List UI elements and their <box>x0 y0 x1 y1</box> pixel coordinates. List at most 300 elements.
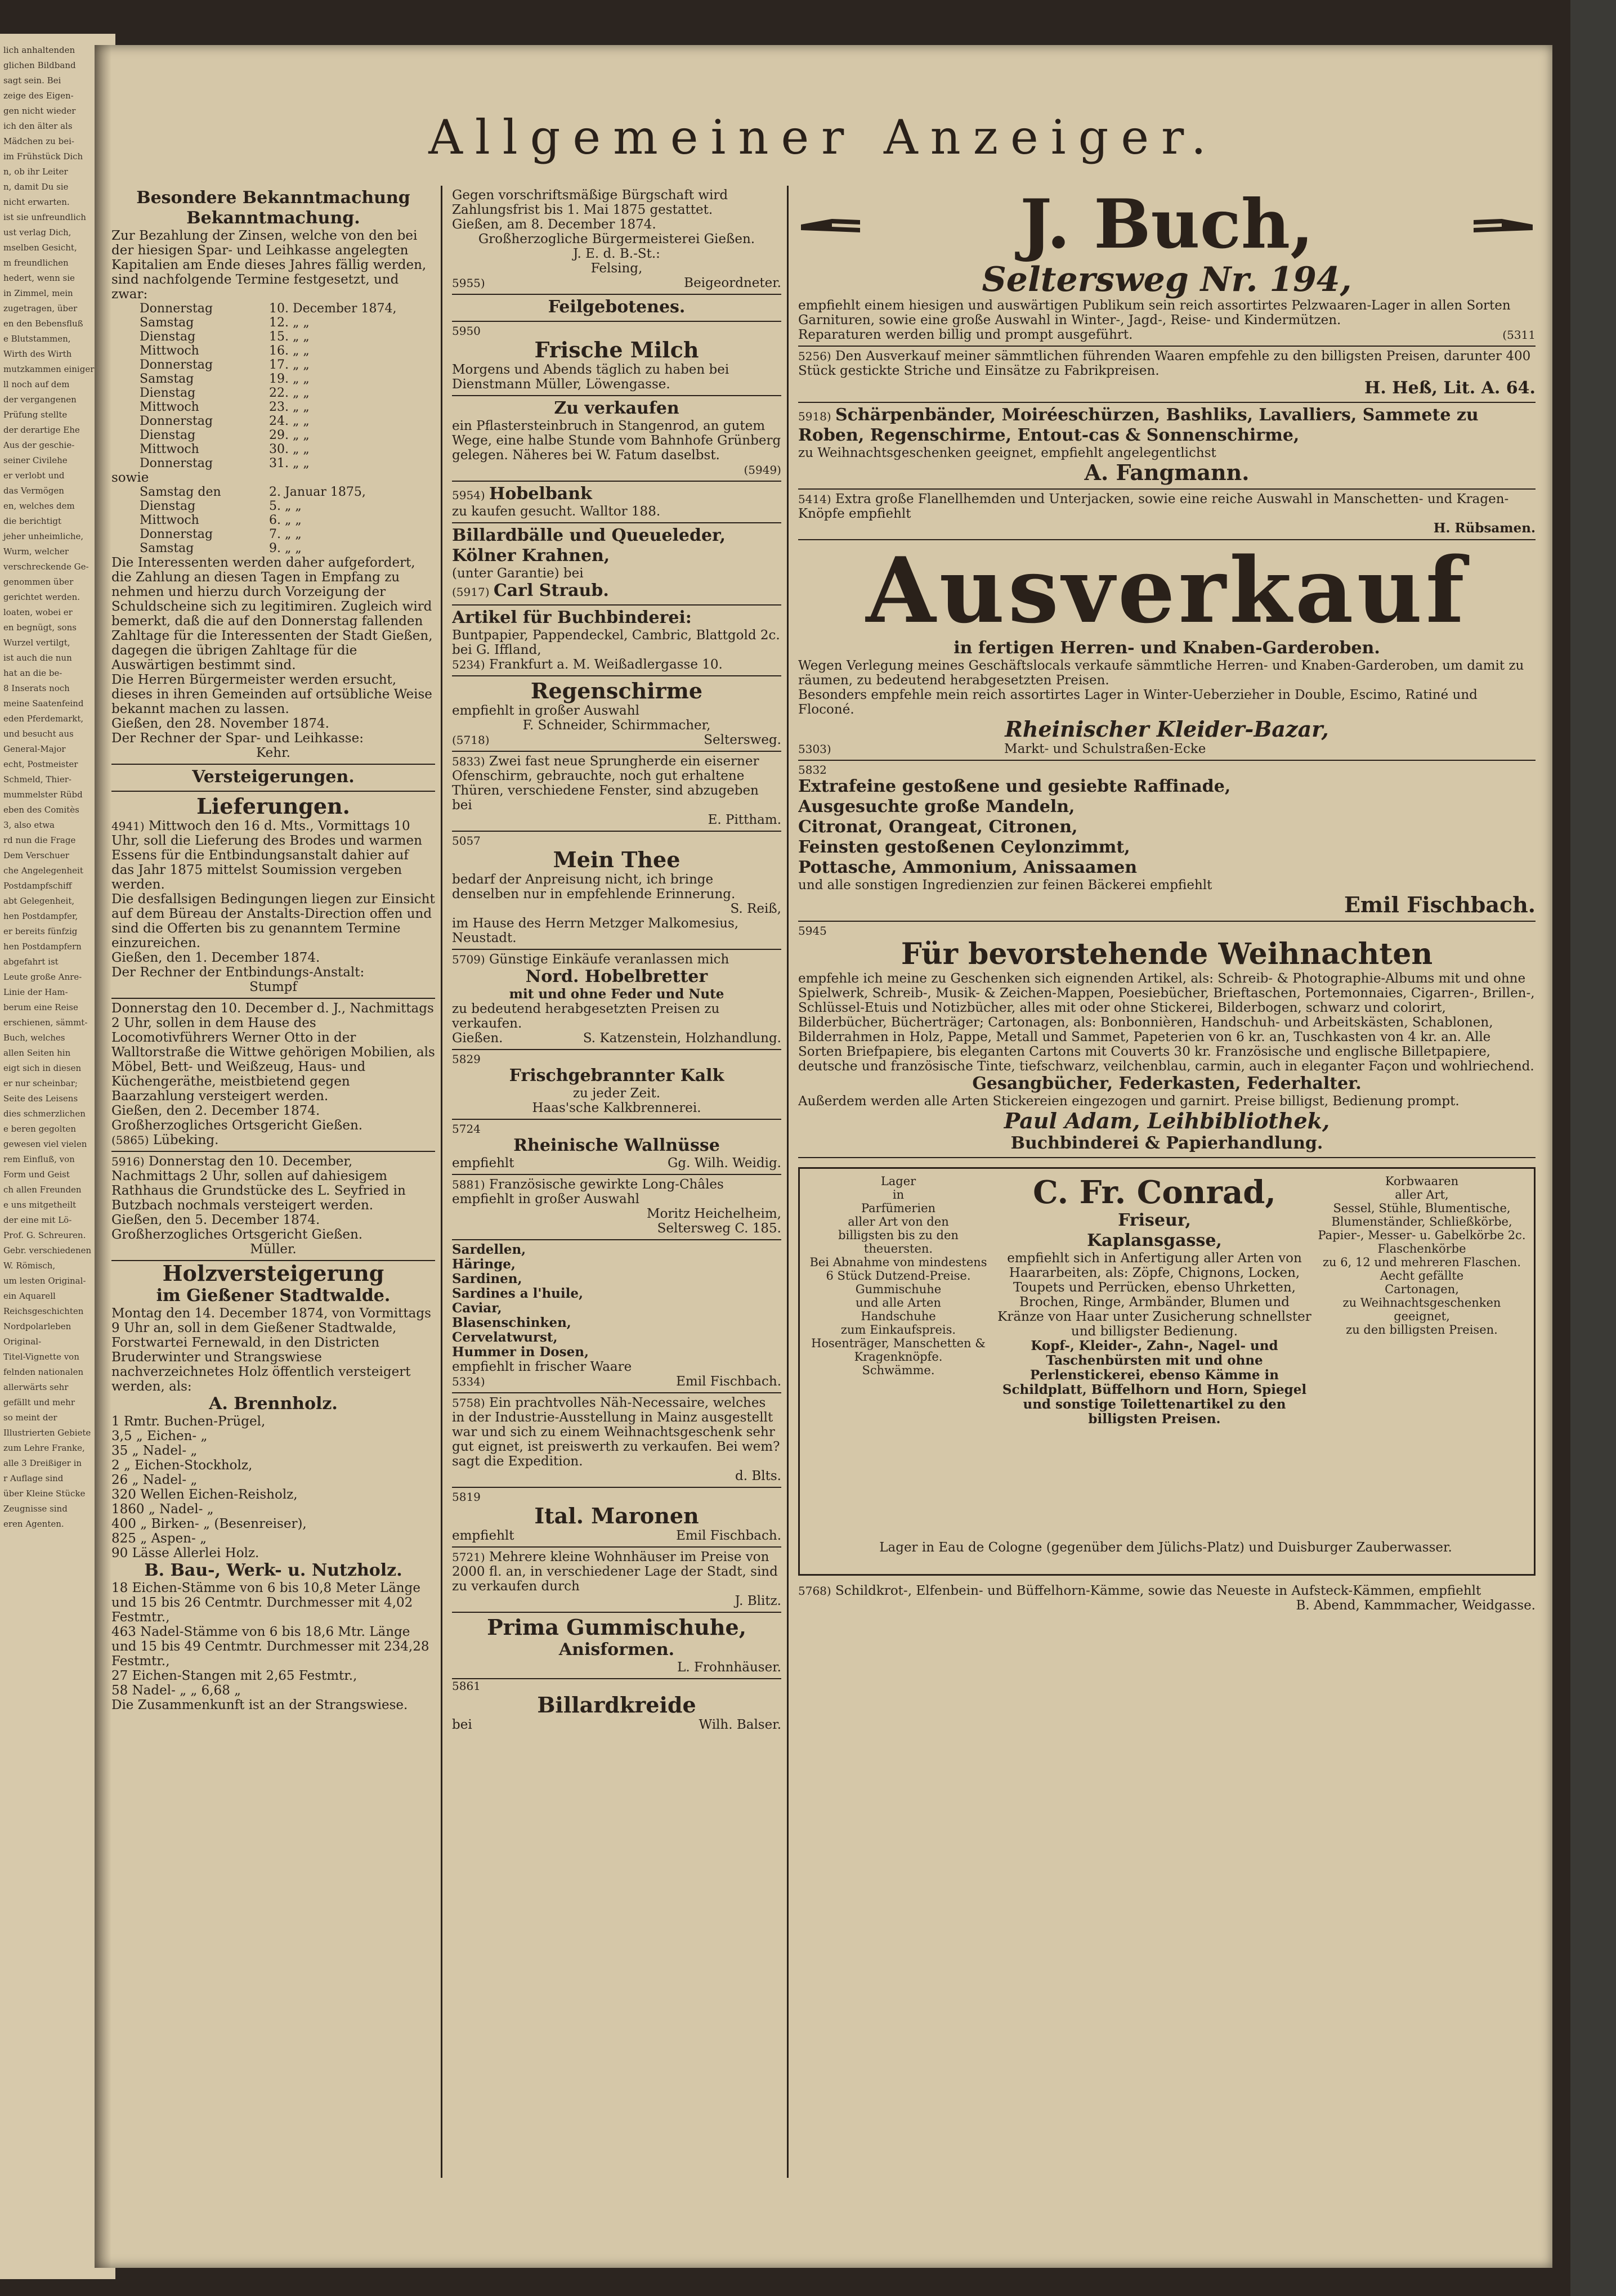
buch-text-2: Reparaturen werden billig und prompt ausgeführt. <box>798 328 1133 342</box>
clearance-name: Rheinischer Kleider-Bazar, <box>1005 716 1329 742</box>
conrad-left-line: Parfümerien <box>861 1201 936 1215</box>
left-page-text: m freundlichen <box>3 258 69 268</box>
schedule-row <box>111 513 435 527</box>
delivery-title: Lieferungen. <box>196 793 350 819</box>
stove-name: E. Pittham. <box>708 813 781 827</box>
conrad-right-line: zu den billigsten Preisen. <box>1346 1323 1498 1337</box>
schedule-date: 17. „ „ <box>269 358 310 372</box>
left-page-text: Wirth des Wirth <box>3 349 72 359</box>
left-page-text: Leute große Anre- <box>3 972 82 982</box>
fangmann-name: A. Fangmann. <box>1084 460 1250 485</box>
rubber-title: Prima Gummischuhe, <box>487 1615 746 1640</box>
shawl-name: Moritz Heichelheim, <box>646 1207 781 1221</box>
section-heading <box>111 765 435 792</box>
ad-number: 5861 <box>452 1679 481 1693</box>
chestnut-text: empfiehlt <box>452 1528 514 1543</box>
wood-item-b: 463 Nadel-Stämme von 6 bis 18,6 Mtr. Länge und 15 bis 49 Centmtr. Durchmesser mit 234,28 Festmtr., <box>111 1625 429 1669</box>
milk-ad <box>452 322 781 396</box>
ad-number: 5414) <box>798 492 831 506</box>
ad-number: 5768) <box>798 1584 831 1598</box>
left-page-text: allen Seiten hin <box>3 1048 71 1058</box>
left-page-text: General-Major <box>3 744 66 754</box>
payment-text: Gegen vorschriftsmäßige Bürgschaft wird Zahlungsfrist bis 1. Mai 1875 gestattet. <box>452 188 728 217</box>
wood-item: 2 „ Eichen-Stockholz, <box>111 1458 253 1473</box>
buch-ad <box>798 186 1536 347</box>
walnut-text: empfiehlt <box>452 1156 514 1171</box>
left-page-text: rd nun die Frage <box>3 835 76 845</box>
conrad-right-line: aller Art, <box>1395 1188 1449 1201</box>
notice-subtitle: Bekanntmachung. <box>186 208 360 228</box>
clearance-ad <box>798 537 1536 761</box>
left-page-text: hat an die be- <box>3 668 62 678</box>
left-page-text: Illustrierten Gebiete <box>3 1428 91 1438</box>
houses-text: Mehrere kleine Wohnhäuser im Preise von 2000 fl. an, in verschiedener Lage der Stadt, sind zu verkaufen durch <box>452 1550 778 1594</box>
pointing-hand-icon <box>798 208 866 241</box>
schedule-day: Donnerstag <box>140 527 213 541</box>
left-page-text: e uns mitgetheilt <box>3 1200 77 1210</box>
schedule-row <box>111 302 435 316</box>
ad-number: 5256) <box>798 349 831 363</box>
schedule-row <box>111 414 435 428</box>
left-page-text: loaten, wobei er <box>3 607 73 617</box>
schedule-date: 2. Januar 1875, <box>269 485 366 499</box>
schedule-day: Donnerstag <box>140 456 213 470</box>
tea-title: Mein Thee <box>553 847 681 872</box>
left-page-text: ll noch auf dem <box>3 379 70 389</box>
left-page-text: seiner Civilehe <box>3 455 68 465</box>
conrad-left-line: billigsten bis zu den <box>838 1228 959 1242</box>
left-page-text: Prüfung stellte <box>3 410 68 420</box>
schedule-list <box>111 302 435 470</box>
schedule-day: Mittwoch <box>140 513 199 527</box>
schedule-date: 5. „ „ <box>269 499 302 513</box>
wood-item: 90 Lässe Allerlei Holz. <box>111 1546 259 1560</box>
conrad-address: Kaplansgasse, <box>1087 1231 1222 1250</box>
ad-number: 5954) <box>452 488 485 502</box>
umbrella-ad <box>452 676 781 752</box>
schedule-row <box>111 330 435 344</box>
left-page-text: e Blutstammen, <box>3 334 71 344</box>
comb-ad <box>798 1584 1536 1613</box>
billiard-name: Carl Straub. <box>493 581 609 600</box>
left-page-text: gerichtet werden. <box>3 592 80 602</box>
left-page-text: lich anhaltenden <box>3 45 75 55</box>
left-page-text: dies schmerzlichen <box>3 1109 86 1119</box>
conrad-left-line: und alle Arten <box>856 1296 941 1310</box>
conrad-center <box>997 1174 1312 1427</box>
boards-title: Nord. Hobelbretter <box>525 967 708 986</box>
auction-signature: Großherzogliches Ortsgericht Gießen. <box>111 1118 363 1133</box>
ad-number: 5758) <box>452 1396 485 1410</box>
wood-item-b: 27 Eichen-Stangen mit 2,65 Festmtr., <box>111 1669 357 1683</box>
delivery-ad <box>111 792 435 999</box>
schedule-day: Dienstag <box>140 428 196 442</box>
walnut-title: Rheinische Wallnüsse <box>513 1136 720 1155</box>
page-gutter <box>95 45 111 2268</box>
christmas-title-2: Gesangbücher, Federkasten, Federhalter. <box>972 1074 1362 1093</box>
payment-ad <box>452 186 781 295</box>
sewing-ad <box>452 1393 781 1488</box>
walnut-name: Gg. Wilh. Weidig. <box>668 1156 781 1171</box>
left-page-text: echt, Postmeister <box>3 759 78 769</box>
left-page-text: Gebr. verschiedenen <box>3 1245 92 1255</box>
fangmann-text-2: zu Weihnachtsgeschenken geeignet, empfiehlt angelegentlichst <box>798 446 1216 460</box>
baking-ad <box>798 761 1536 922</box>
schedule-row <box>111 386 435 400</box>
schedule-date: 30. „ „ <box>269 442 310 456</box>
payment-date: Gießen, am 8. December 1874. <box>452 217 656 232</box>
houses-ad <box>452 1548 781 1613</box>
bookbinding-title: Artikel für Buchbinderei: <box>452 608 692 627</box>
left-page-text: abgefahrt ist <box>3 957 59 967</box>
baking-item: Pottasche, Ammonium, Anissaamen <box>798 858 1138 877</box>
wood-section-a: A. Brennholz. <box>209 1394 338 1414</box>
schedule-date: 29. „ „ <box>269 428 310 442</box>
left-page-text: allerwärts sehr <box>3 1382 69 1392</box>
left-page-text: eren Agenten. <box>3 1519 64 1529</box>
auction-name: Lübeking. <box>153 1133 219 1147</box>
schedule-day: Dienstag <box>140 330 196 344</box>
schedule-date: 19. „ „ <box>269 372 310 386</box>
rubber-shoes-ad <box>452 1613 781 1679</box>
boards-name: S. Katzenstein, Holzhandlung. <box>583 1031 781 1046</box>
buch-address: Seltersweg Nr. 194, <box>982 260 1352 299</box>
umbrella-title: Regenschirme <box>530 678 703 703</box>
left-page-text: zugetragen, über <box>3 303 78 313</box>
left-page-text: 8 Inserats noch <box>3 683 70 693</box>
conrad-right-line: Flaschenkörbe <box>1377 1242 1466 1255</box>
wood-subtitle: im Gießener Stadtwalde. <box>156 1286 391 1306</box>
schedule-day: Mittwoch <box>140 442 199 456</box>
milk-title: Frische Milch <box>534 337 699 362</box>
left-page-text: n, damit Du sie <box>3 182 69 192</box>
delicacy-item: Caviar, <box>452 1301 502 1316</box>
wood-section-b: B. Bau-, Werk- u. Nutzholz. <box>144 1560 402 1580</box>
ruebsamen-text: Extra große Flanellhemden und Unterjacken, sowie eine reiche Auswahl in Manschetten- und Kragen-Knöpfe empfiehlt <box>798 492 1509 521</box>
left-page-text: W. Römisch, <box>3 1261 56 1271</box>
ad-number: (5718) <box>452 733 490 747</box>
left-page-text: Buch, welches <box>3 1033 65 1043</box>
sewing-text: Ein prachtvolles Näh-Necessaire, welches in der Industrie-Ausstellung in Mainz ausgestellt war und sich zu einem Weihnachtsgeschenk sehr gut eignet, ist preiswerth zu verkaufen. Bei wem? sagt die Expedition. <box>452 1396 780 1469</box>
wood-item: 320 Wellen Eichen-Reisholz, <box>111 1487 298 1502</box>
ad-number: 5829 <box>452 1052 481 1066</box>
billiard-ad <box>452 523 781 606</box>
wood-item: 3,5 „ Eichen- „ <box>111 1429 208 1443</box>
auction-date: Gießen, den 2. December 1874. <box>111 1104 320 1118</box>
delicacy-item: Sardinen, <box>452 1271 522 1286</box>
conrad-left-line: aller Art von den <box>848 1215 949 1228</box>
schedule-row <box>111 499 435 513</box>
section-title: Versteigerungen. <box>192 767 355 787</box>
clearance-title: Ausverkauf <box>866 537 1468 643</box>
schedule-row <box>111 400 435 414</box>
book-edge <box>1570 0 1616 2296</box>
stove-ad <box>452 752 781 832</box>
lime-text: zu jeder Zeit. <box>572 1086 661 1101</box>
left-page-text: n, ob ihr Leiter <box>3 167 68 177</box>
left-page-text: zeige des Eigen- <box>3 91 74 101</box>
left-page-text: en den Bebensfluß <box>3 319 83 329</box>
schedule-day: Samstag den <box>140 485 221 499</box>
hess-name: H. Heß, Lit. A. 64. <box>1364 378 1536 398</box>
schedule-date: 7. „ „ <box>269 527 302 541</box>
left-page-text: ein Aquarell <box>3 1291 56 1301</box>
left-page-text: ist sie unfreundlich <box>3 212 86 222</box>
schedule-date: 9. „ „ <box>269 541 302 555</box>
conrad-right-line: Sessel, Stühle, Blumentische, Blumenständer, Schließkörbe, Papier-, Messer- u. Gabelkörbe 2c. <box>1318 1201 1526 1242</box>
delivery-signature: Der Rechner der Entbindungs-Anstalt: <box>111 965 365 980</box>
schedule-day: Donnerstag <box>140 302 213 316</box>
conrad-name: C. Fr. Conrad, <box>1033 1174 1276 1211</box>
delicacies-name: Emil Fischbach. <box>676 1374 781 1389</box>
schedule-day: Mittwoch <box>140 400 199 414</box>
umbrella-address: Seltersweg. <box>704 733 781 747</box>
conrad-left-box <box>805 1174 991 1377</box>
hess-text: Den Ausverkauf meiner sämmtlichen führenden Waaren empfehle zu den billigsten Preisen, darunter 400 Stück gestickte Striche und Einsätze zu Fabrikpreisen. <box>798 349 1531 378</box>
left-page-text: Wurzel vertilgt, <box>3 638 70 648</box>
schedule-row <box>111 442 435 456</box>
wood-item-b: 18 Eichen-Stämme von 6 bis 10,8 Meter Länge und 15 bis 26 Centmtr. Durchmesser mit 4,02 Festmtr., <box>111 1581 420 1625</box>
payment-role: Beigeordneter. <box>684 276 781 290</box>
ruebsamen-name: H. Rübsamen. <box>1433 521 1536 536</box>
conrad-right-line: Cartonagen, <box>1385 1282 1459 1296</box>
left-page-text: er nur scheinbar; <box>3 1078 78 1088</box>
shawl-ad <box>452 1175 781 1240</box>
lime-title: Frischgebrannter Kalk <box>509 1066 724 1086</box>
ad-number: (5865) <box>111 1133 149 1147</box>
schedule-day: Dienstag <box>140 499 196 513</box>
sale-text: ein Pflastersteinbruch in Stangenrod, an gutem Wege, eine halbe Stunde vom Bahnhofe Grünberg gelegen. Näheres bei W. Fatum daselbst. <box>452 419 781 463</box>
left-page-text: mutzkammen einiger <box>3 364 95 374</box>
left-page-text: jeher unheimliche, <box>3 531 84 541</box>
workbench-ad <box>452 482 781 523</box>
workbench-text: zu kaufen gesucht. Walltor 188. <box>452 504 661 519</box>
boards-text-2: zu bedeutend herabgesetzten Preisen zu verkaufen. <box>452 1002 720 1031</box>
wood-auction-ad <box>111 1261 435 1712</box>
ad-number: 5819 <box>452 1490 481 1504</box>
section-heading <box>452 295 781 322</box>
left-page-text: gen nicht wieder <box>3 106 76 116</box>
left-page-text: rem Einfluß, von <box>3 1154 75 1164</box>
comb-name: B. Abend, Kammmacher, Weidgasse. <box>1296 1598 1536 1613</box>
auction-name-2: Müller. <box>250 1242 297 1257</box>
schedule-date: 15. „ „ <box>269 330 310 344</box>
schedule-row <box>111 428 435 442</box>
schedule-date: 23. „ „ <box>269 400 310 414</box>
schedule-day: Samstag <box>140 372 194 386</box>
conrad-left-line: zum Einkaufspreis. <box>840 1323 956 1337</box>
baking-items <box>798 777 1536 878</box>
chestnut-title: Ital. Maronen <box>534 1503 699 1528</box>
left-page-text: im Frühstück Dich <box>3 151 83 162</box>
pointing-hand-icon <box>1468 208 1536 241</box>
shawl-address: Seltersweg C. 185. <box>657 1221 781 1236</box>
left-page-text: das Vermögen <box>3 486 64 496</box>
ad-number: 5303) <box>798 742 831 756</box>
left-page-text: eigt sich in diesen <box>3 1063 82 1073</box>
christmas-title: Für bevorstehende Weihnachten <box>901 937 1433 971</box>
bookbinding-ad <box>452 606 781 676</box>
payment-name: Felsing, <box>590 261 643 276</box>
schedule-date: 12. „ „ <box>269 316 310 330</box>
boards-subtitle: mit und ohne Feder und Nute <box>509 986 724 1002</box>
notice-body-2: Die Herren Bürgermeister werden ersucht, dieses in ihren Gemeinden auf ortsübliche Weise bekannt machen zu lassen. <box>111 672 432 716</box>
schedule-row <box>111 344 435 358</box>
wood-item: 1860 „ Nadel- „ <box>111 1502 214 1517</box>
schedule-day: Dienstag <box>140 386 196 400</box>
houses-name: J. Blitz. <box>735 1594 781 1608</box>
left-page-text: ust verlag Dich, <box>3 227 71 237</box>
left-page-text: Form und Geist <box>3 1169 70 1180</box>
ad-number: (5311 <box>1502 328 1536 342</box>
delicacy-item: Häringe, <box>452 1257 516 1272</box>
conrad-bottom: Lager in Eau de Cologne (gegenüber dem Jülichs-Platz) und Duisburger Zauberwasser. <box>879 1540 1452 1555</box>
delivery-name: Stumpf <box>249 980 297 994</box>
schedule-day: Mittwoch <box>140 344 199 358</box>
left-page-text: eben des Comitès <box>3 805 79 815</box>
left-page-text: che Angelegenheit <box>3 866 83 876</box>
sewing-name: d. Blts. <box>735 1469 781 1483</box>
baking-text: und alle sonstigen Ingredienzien zur feinen Bäckerei empfiehlt <box>798 878 1212 893</box>
left-page-text: r Auflage sind <box>3 1473 64 1483</box>
notice-body: Die Interessenten werden daher aufgefordert, die Zahlung an diesen Tagen in Empfang zu nehmen und hierzu durch Vorzeigung der Schuldscheine sich zu legitimiren. Zugleich wird bemerkt, daß die auf den Donnerstag fallenden Zahltage für die Interessenten der Stadt Gießen, dagegen die übrigen Zahltage für die Auswärtigen bestimmt sind. <box>111 555 433 672</box>
column-2 <box>452 186 781 2178</box>
schedule-row <box>111 316 435 330</box>
baking-item: Extrafeine gestoßene und gesiebte Raffinade, <box>798 777 1231 796</box>
wood-title: Holzversteigerung <box>162 1261 384 1286</box>
wood-item: 35 „ Nadel- „ <box>111 1443 198 1458</box>
left-page-text: Aus der geschie- <box>3 440 75 450</box>
notice-title: Besondere Bekanntmachung <box>136 188 410 208</box>
baking-item: Feinsten gestoßenen Ceylonzimmt, <box>798 837 1130 857</box>
milk-text: Morgens und Abends täglich zu haben bei Dienstmann Müller, Löwengasse. <box>452 362 729 392</box>
left-page-text: genommen über <box>3 577 74 587</box>
shawl-text: Französische gewirkte Long-Châles empfiehlt in großer Auswahl <box>452 1177 724 1207</box>
schedule-row <box>111 372 435 386</box>
hess-ad <box>798 347 1536 403</box>
delivery-text: Mittwoch den 16 d. Mts., Vormittags 10 Uhr, soll die Lieferung des Brodes und warmen Essens für die Entbindungsanstalt dahier auf das Jahr 1875 mittelst Soumission vergeben werden. <box>111 819 422 892</box>
fangmann-text: Schärpenbänder, Moiréeschürzen, Bashliks, Lavalliers, Sammete zu Roben, Regenschirme, Entout-cas & Sonnenschirme, <box>798 405 1479 445</box>
schedule-date: 31. „ „ <box>269 456 310 470</box>
left-page-text: Mädchen zu bei- <box>3 136 74 146</box>
boards-city: Gießen. <box>452 1031 503 1046</box>
left-page-text: glichen Bildband <box>3 60 76 70</box>
christmas-ad <box>798 922 1536 1158</box>
ruebsamen-ad <box>798 490 1536 540</box>
baking-item: Citronat, Orangeat, Citronen, <box>798 817 1078 837</box>
left-page-text: ich den älter als <box>3 121 73 131</box>
conrad-right-box <box>1318 1174 1526 1337</box>
auction-signature-2: Großherzogliches Ortsgericht Gießen. <box>111 1227 363 1242</box>
conrad-left-line: Gummischuhe <box>855 1282 942 1296</box>
delicacy-item: Sardines a l'huile, <box>452 1286 584 1301</box>
left-page-text: hen Postdampfer, <box>3 911 78 921</box>
wood-items <box>111 1414 435 1560</box>
schedule-row <box>111 358 435 372</box>
left-page-text: Wurm, welcher <box>3 546 69 557</box>
ad-number: 5833) <box>452 755 485 768</box>
walnut-ad <box>452 1120 781 1175</box>
left-page-text: er verlobt und <box>3 470 65 481</box>
left-page-text: in Zimmel, mein <box>3 288 73 298</box>
lime-ad <box>452 1050 781 1120</box>
conrad-text: empfiehlt sich in Anfertigung aller Arten von Haararbeiten, als: Zöpfe, Chignons, Locken, Toupets und Perrücken, ebenso Uhrketten, Brochen, Ringe, Armbänder, Blumen und Kränze von Haar unter Zusicherung schnellster und billigster Bedienung. <box>997 1251 1311 1339</box>
delicacy-item: Blasenschinken, <box>452 1315 571 1330</box>
buch-title: J. Buch, <box>1020 186 1314 264</box>
schedule-row <box>111 541 435 555</box>
left-page-text: die berichtigt <box>3 516 62 526</box>
delicacies-ad <box>452 1240 781 1393</box>
sale-ad <box>452 396 781 482</box>
left-page-text: eden Pferdemarkt, <box>3 714 84 724</box>
ad-number: 5918) <box>798 410 831 423</box>
boards-ad <box>452 950 781 1050</box>
left-page-text: so meint der <box>3 1412 57 1423</box>
christmas-name-2: Buchbinderei & Papierhandlung. <box>1010 1133 1323 1153</box>
wood-item: 825 „ Aspen- „ <box>111 1531 207 1546</box>
notice-ad <box>111 186 435 765</box>
left-page-text: Original- <box>3 1337 42 1347</box>
billiard-title-2: Kölner Krahnen, <box>452 546 610 566</box>
left-page-text: sagt sein. Bei <box>3 75 61 86</box>
left-page-text: gewesen viel vielen <box>3 1139 87 1149</box>
delivery-date: Gießen, den 1. December 1874. <box>111 950 320 965</box>
left-page-text: Schmeld, Thier- <box>3 774 71 784</box>
left-page-text: erschienen, sämmt- <box>3 1017 88 1028</box>
delivery-text-2: Die desfallsigen Bedingungen liegen zur Einsicht auf dem Büreau der Anstalts-Direction offen und sind die Offerten bis zu genanntem Termine einzureichen. <box>111 892 435 950</box>
wood-item: 400 „ Birken- „ (Besenreiser), <box>111 1517 307 1531</box>
buch-text: empfiehlt einem hiesigen und auswärtigen Publikum sein reich assortirtes Pelzwaaren-Lager in allen Sorten Garnituren, sowie eine große Auswahl in Winter-, Jagd-, Reise- und Kindermützen. <box>798 298 1511 328</box>
wood-item-b: 58 Nadel- „ „ 6,68 „ <box>111 1683 241 1698</box>
chalk-ad <box>452 1679 781 1732</box>
left-page-text: mselben Gesicht, <box>3 243 77 253</box>
tea-address: im Hause des Herrn Metzger Malkomesius, Neustadt. <box>452 916 739 945</box>
conrad-left-line: Schwämme. <box>862 1364 935 1377</box>
chalk-name: Wilh. Balser. <box>699 1717 781 1732</box>
left-page-text: um lesten Original- <box>3 1276 86 1286</box>
left-page-text: nicht erwarten. <box>3 197 70 207</box>
left-page-text: alle 3 Dreißiger in <box>3 1458 82 1468</box>
umbrella-name: F. Schneider, Schirmmacher, <box>522 718 711 733</box>
christmas-text: empfehle ich meine zu Geschenken sich eignenden Artikel, als: Schreib- & Photographie-Albums mit und ohne Spielwerk, Schreib-, Musik- & Zeichen-Mappen, Poesiebücher, Brieftaschen, Portemonnaies, Cigarren-, Brillen-, Schlüssel-Etuis und Notizbücher, alles mit oder ohne Stickerei, Bilderbogen, schwarz und colorirt, Bilderbücher, Bücherträger; Cartonagen, als: Bonbonnièren, Handschuh- und Arbeitskästen, Schablonen, Bilderrahmen in Holz, Pappe, Metall und Sammet, Papeterien von 6 kr. an, Tuschkasten von 4 kr. an. Alle Sorten Briefpapiere, bis eleganten Cartons mit Couverts 30 kr. Französische und englische Billetpapiere, deutsche und französische Tinte, tiefschwarz, veilchenblau, carmin, auch in eleganter Façon und wohlriechend. <box>798 971 1535 1074</box>
bookbinding-text: Buntpapier, Pappendeckel, Cambric, Blattgold 2c. bei G. Iffland, <box>452 628 780 657</box>
conrad-left-line: Bei Abnahme von mindestens 6 Stück Dutzend-Preise. <box>809 1255 987 1282</box>
ad-number: 5334) <box>452 1375 485 1388</box>
stove-text: Zwei fast neue Sprungherde ein eiserner Ofenschirm, gebrauchte, noch gut erhaltene Thüren, verschiedene Fenster, sind abzugeben bei <box>452 754 759 813</box>
left-page-text: meine Saatenfeind <box>3 698 84 708</box>
conrad-right-line: zu Weihnachtsgeschenken geeignet, <box>1342 1296 1501 1323</box>
delicacy-item: Hummer in Dosen, <box>452 1344 589 1360</box>
ad-number: 5057 <box>452 834 481 847</box>
delicacy-item: Sardellen, <box>452 1242 526 1257</box>
ad-number: 5721) <box>452 1550 485 1564</box>
clearance-address: Markt- und Schulstraßen-Ecke <box>1004 742 1206 756</box>
baking-item: Ausgesuchte große Mandeln, <box>798 797 1075 817</box>
schedule-date: 22. „ „ <box>269 386 310 400</box>
left-page-text: en begnügt, sons <box>3 622 77 633</box>
schedule-date: 10. December 1874, <box>269 302 397 316</box>
auction-date-2: Gießen, den 5. December 1874. <box>111 1213 320 1227</box>
auction-text-2: Donnerstag den 10. December, Nachmittags 2 Uhr, sollen auf dahiesigem Rathhaus die Grundstücke des L. Seyfried in Butzbach nochmals versteigert werden. <box>111 1154 406 1213</box>
notice-date: Gießen, den 28. November 1874. <box>111 716 329 731</box>
column-divider <box>787 186 789 2178</box>
ad-number: 5916) <box>111 1155 145 1168</box>
schedule-row <box>111 527 435 541</box>
conrad-left-line: Hosenträger, Manschetten & Kragenknöpfe. <box>811 1337 986 1364</box>
payment-signature-2: J. E. d. B.-St.: <box>573 246 660 261</box>
ad-number: 5832 <box>798 763 827 777</box>
comb-text: Schildkrot-, Elfenbein- und Büffelhorn-Kämme, sowie das Neueste in Aufsteck-Kämmen, empfiehlt <box>835 1584 1481 1598</box>
